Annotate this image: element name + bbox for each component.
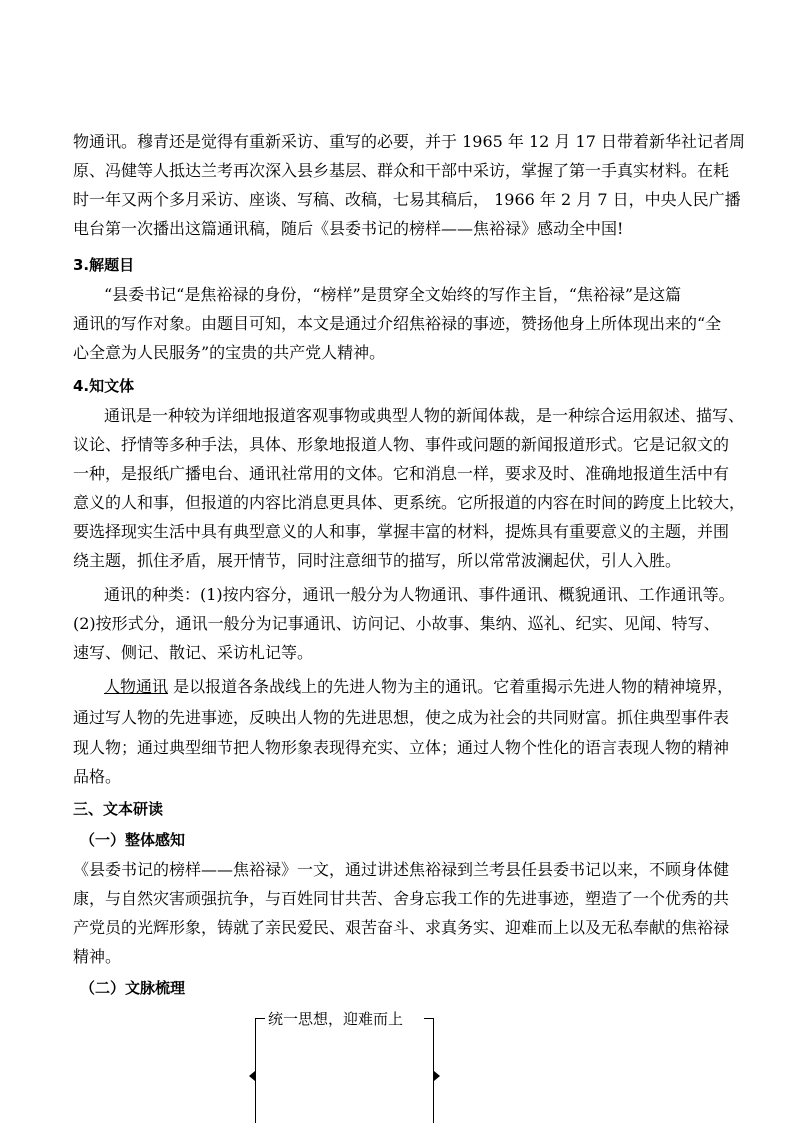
section-3-line-3: 心全意为人民服务”的宝贵的共产党人精神。 xyxy=(73,343,386,362)
section-3-line-2: 通讯的写作对象。由题目可知，本文是通过介绍焦裕禄的事迹，赞扬他身上所体现出来的“全 xyxy=(73,314,722,333)
bracket-right-notch xyxy=(434,1071,440,1081)
diagram-title: 统一思想，迎难而上 xyxy=(268,1010,404,1028)
section-4-p2-line-1: 通讯的种类：(1)按内容分，通讯一般分为人物通讯、事件通讯、概貌通讯、工作通讯等。 xyxy=(104,585,735,604)
part-3-heading: 三、文本研读 xyxy=(73,800,164,818)
section-4-p2-line-3: 速写、侧记、散记、采访札记等。 xyxy=(73,643,314,662)
section-4-p3-line-1 xyxy=(104,676,733,698)
part-3-sub-1-line-1: 《县委书记的榜样——焦裕禄》一文，通过讲述焦裕禄到兰考县任县委书记以来，不顾身体健 xyxy=(73,860,730,879)
section-4-p1-line-5: 要选择现实生活中具有典型意义的人和事，掌握丰富的材料，提炼具有重要意义的主题，并围 xyxy=(73,522,730,541)
part-3-sub-1-line-4: 精神。 xyxy=(73,947,122,966)
section-4-p1-line-6: 绕主题，抓住矛盾，展开情节，同时注意细节的描写，所以常常波澜起伏，引人入胜。 xyxy=(73,551,682,570)
section-4-p2-line-2: (2)按形式分，通讯一般分为记事通讯、访问记、小故事、集纳、巡礼、纪实、见闻、特写、 xyxy=(73,614,720,633)
section-4-p3-line-1-rest: 是以报道各条战线上的先进人物为主的通讯。它着重揭示先进人物的精神境界， xyxy=(173,677,734,696)
bracket-left-notch xyxy=(249,1071,255,1081)
section-4-p3-line-2: 通过写人物的先进事迹，反映出人物的先进思想，使之成为社会的共同财富。抓住典型事件表 xyxy=(73,708,730,727)
section-4-p1-line-1: 通讯是一种较为详细地报道客观事物或典型人物的新闻体裁，是一种综合运用叙述、描写、 xyxy=(104,406,745,425)
section-4-p1-line-2: 议论、抒情等多种手法，具体、形象地报道人物、事件或问题的新闻报道形式。它是记叙文的 xyxy=(73,435,730,454)
section-4-p1-line-3: 一种，是报纸广播电台、通讯社常用的文体。它和消息一样，要求及时、准确地报道生活中有 xyxy=(73,464,730,483)
part-3-sub-1-line-3: 产党员的光辉形象，铸就了亲民爱民、艰苦奋斗、求真务实、迎难而上以及无私奉献的焦裕禄 xyxy=(73,918,730,937)
section-3-heading: 3.解题目 xyxy=(73,256,135,274)
section-4-p3-line-4: 品格。 xyxy=(73,767,122,786)
part-3-sub-2-heading: （二）文脉梳理 xyxy=(80,979,186,997)
intro-line-3: 时一年又两个多月采访、座谈、写稿、改稿，七易其稿后， 1966 年 2 月 7 日，中央人民广播 xyxy=(73,190,741,209)
part-3-sub-1-heading: （一）整体感知 xyxy=(80,831,186,849)
term-renwu-tongxun: 人物通讯 xyxy=(104,677,169,696)
section-3-line-1: “县委书记“是焦裕禄的身份，“榜样”是贯穿全文始终的写作主旨，“焦裕禄”是这篇 xyxy=(104,285,682,304)
part-3-sub-1-line-2: 康，与自然灾害顽强抗争，与百姓同甘共苦、舍身忘我工作的先进事迹，塑造了一个优秀的共 xyxy=(73,889,730,908)
intro-line-4: 电台第一次播出这篇通讯稿，随后《县委书记的榜样——焦裕禄》感动全中国! xyxy=(73,219,624,238)
bracket-left xyxy=(255,1018,256,1123)
section-4-p1-line-4: 意义的人和事，但报道的内容比消息更具体、更系统。它所报道的内容在时间的跨度上比较大， xyxy=(73,493,746,512)
intro-line-1: 物通讯。穆青还是觉得有重新采访、重写的必要，并于 1965 年 12 月 17 日带着新华社记者周 xyxy=(73,132,745,151)
section-4-heading: 4.知文体 xyxy=(73,377,135,395)
section-4-p3-line-3: 现人物；通过典型细节把人物形象表现得充实、立体；通过人物个性化的语言表现人物的精神 xyxy=(73,738,730,757)
bracket-top-left xyxy=(255,1018,265,1019)
intro-line-2: 原、冯健等人抵达兰考再次深入县乡基层、群众和干部中采访，掌握了第一手真实材料。在耗 xyxy=(73,161,730,180)
